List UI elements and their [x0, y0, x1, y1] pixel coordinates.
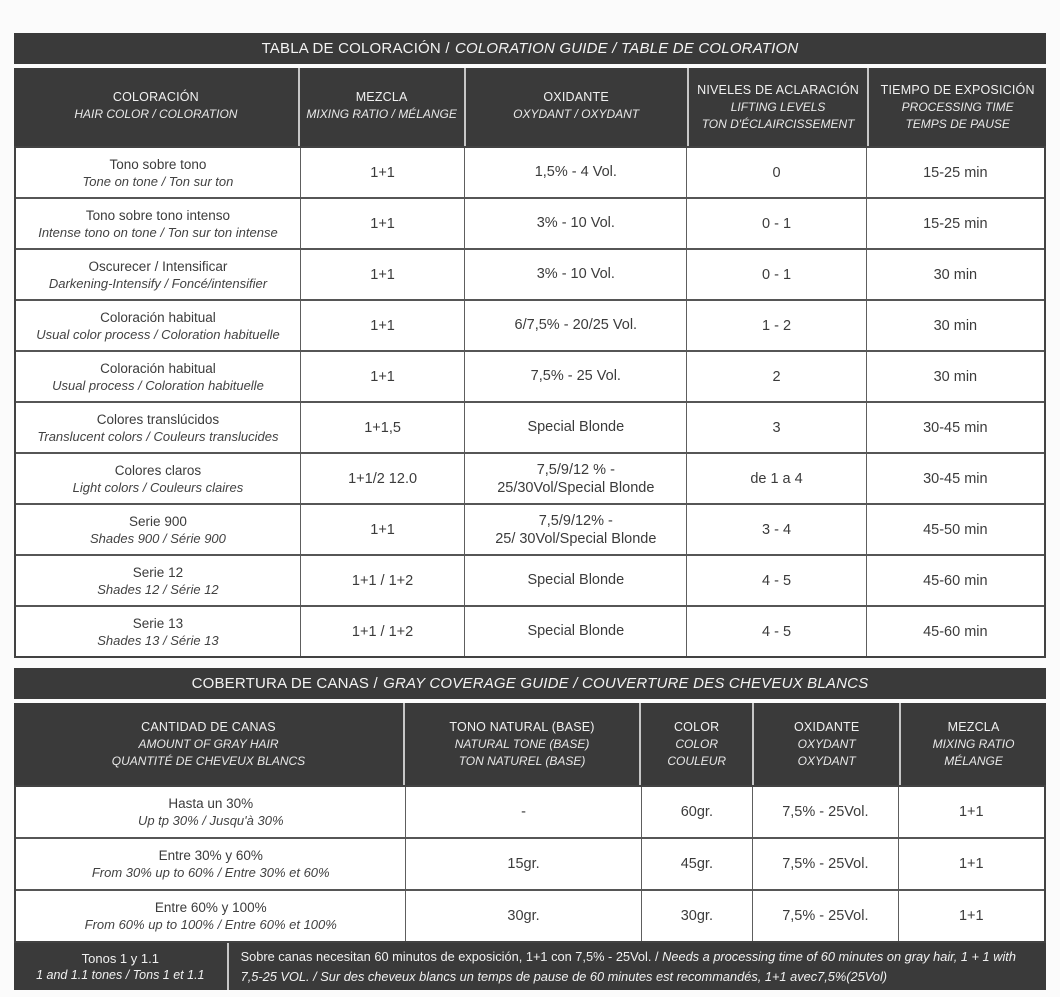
oxidant-cell: 3% - 10 Vol. — [465, 250, 687, 299]
coloration-table-title — [14, 33, 1046, 64]
oxidant-cell: 7,5% - 25 Vol. — [465, 352, 687, 401]
oxidant-cell: 1,5% - 4 Vol. — [465, 148, 687, 197]
column-header-oxidante: OXIDANTE OXYDANT / OXYDANT — [466, 68, 687, 146]
oxidant-cell: 3% - 10 Vol. — [465, 199, 687, 248]
mixing-ratio-cell: 1+1 — [301, 352, 465, 401]
lifting-levels-cell: 4 - 5 — [687, 607, 866, 656]
oxidant-cell: 7,5% - 25Vol. — [753, 787, 898, 837]
natural-tone-cell: - — [406, 787, 641, 837]
mixing-ratio-cell: 1+1 / 1+2 — [301, 556, 465, 605]
processing-time-cell: 45-60 min — [923, 623, 988, 640]
column-header-niveles-aclaracion: NIVELES DE ACLARACIÓN LIFTING LEVELS TON D'ÉCLAIRCISSEMENT — [689, 68, 868, 146]
natural-tone-cell: 30gr. — [406, 891, 641, 941]
color-grams-cell: 60gr. — [642, 787, 754, 837]
title-text-es: COBERTURA DE CANAS / — [191, 675, 378, 692]
mixing-ratio-cell: 1+1/2 12.0 — [301, 454, 465, 503]
table-row — [16, 352, 1044, 403]
mixing-ratio-cell: 1+1 — [958, 856, 984, 872]
table-row — [16, 787, 1044, 839]
lifting-levels-cell: 3 — [687, 403, 866, 452]
hair-color-cell: Tono sobre tono intenso Intense tono on tone / Ton sur ton intense — [16, 199, 301, 248]
footnote-tones-cell: Tonos 1 y 1.1 1 and 1.1 tones / Tons 1 et 1.1 — [14, 943, 227, 990]
table-row — [16, 403, 1044, 454]
title-text-es: TABLA DE COLORACIÓN / — [261, 40, 450, 57]
mixing-ratio-cell: 1+1 / 1+2 — [301, 607, 465, 656]
processing-time-cell: 30 min — [933, 317, 978, 334]
processing-time-cell: 15-25 min — [923, 215, 988, 232]
gray-table-body — [14, 785, 1046, 943]
processing-time-cell: 30-45 min — [923, 419, 988, 436]
table-row — [16, 148, 1044, 199]
footnote-row — [14, 943, 1046, 990]
column-header-mezcla: MEZCLA MIXING RATIO / MÉLANGE — [300, 68, 464, 146]
oxidant-cell: 7,5% - 25Vol. — [753, 891, 898, 941]
lifting-levels-cell: 3 - 4 — [687, 505, 866, 554]
mixing-ratio-cell: 1+1 — [958, 908, 984, 924]
processing-time-cell: 30-45 min — [923, 470, 988, 487]
hair-color-cell: Colores claros Light colors / Couleurs claires — [16, 454, 301, 503]
processing-time-cell: 15-25 min — [923, 164, 988, 181]
oxidant-cell: 7,5/9/12 % - 25/30Vol/Special Blonde — [465, 454, 687, 503]
color-grams-cell: 45gr. — [642, 839, 754, 889]
hair-color-cell: Serie 900 Shades 900 / Série 900 — [16, 505, 301, 554]
coloration-guide-table — [14, 33, 1046, 658]
hair-color-cell: Serie 12 Shades 12 / Série 12 — [16, 556, 301, 605]
hair-color-cell: Coloración habitual Usual color process / Coloration habituelle — [16, 301, 301, 350]
gray-coverage-table — [14, 668, 1046, 990]
title-text-en-fr: COLORATION GUIDE / TABLE DE COLORATION — [454, 40, 799, 57]
mixing-ratio-cell: 1+1 — [301, 301, 465, 350]
table-row — [16, 454, 1044, 505]
lifting-levels-cell: 0 — [687, 148, 866, 197]
table-row — [16, 891, 1044, 941]
mixing-ratio-cell: 1+1,5 — [301, 403, 465, 452]
column-header-color: COLOR COLOR COULEUR — [641, 703, 752, 785]
table-row — [16, 301, 1044, 352]
oxidant-cell: Special Blonde — [465, 403, 687, 452]
table-row — [16, 505, 1044, 556]
section-divider — [14, 658, 1046, 668]
gray-table-header — [14, 703, 1046, 785]
oxidant-cell: 7,5% - 25Vol. — [753, 839, 898, 889]
footnote-text: Sobre canas necesitan 60 minutos de exposición, 1+1 con 7,5% - 25Vol. / Needs a processing time of 60 minutes on gray hair, 1 + 1 with 7,5-25 VOL. / Sur des cheveux blancs un temps de pause de 60 minutes est recommandés, 1+1 avec7,5%(25Vol) — [240, 949, 1016, 984]
oxidant-cell: 7,5/9/12% - 25/ 30Vol/Special Blonde — [465, 505, 687, 554]
oxidant-cell: 6/7,5% - 20/25 Vol. — [465, 301, 687, 350]
coloration-table-body — [14, 146, 1046, 658]
natural-tone-cell: 15gr. — [406, 839, 641, 889]
lifting-levels-cell: 0 - 1 — [687, 199, 866, 248]
table-row — [16, 199, 1044, 250]
hair-color-cell: Serie 13 Shades 13 / Série 13 — [16, 607, 301, 656]
hair-color-cell: Colores translúcidos Translucent colors / Couleurs translucides — [16, 403, 301, 452]
mixing-ratio-cell: 1+1 — [301, 148, 465, 197]
mixing-ratio-cell: 1+1 — [958, 804, 984, 820]
gray-table-title — [14, 668, 1046, 699]
footnote-text-cell — [229, 943, 1046, 990]
mixing-ratio-cell: 1+1 — [301, 250, 465, 299]
table-row — [16, 250, 1044, 301]
processing-time-cell: 45-50 min — [923, 521, 988, 538]
processing-time-cell: 30 min — [933, 368, 978, 385]
color-grams-cell: 30gr. — [642, 891, 754, 941]
gray-amount-cell: Hasta un 30% Up tp 30% / Jusqu'à 30% — [16, 787, 406, 837]
lifting-levels-cell: 1 - 2 — [687, 301, 866, 350]
oxidant-cell: Special Blonde — [465, 556, 687, 605]
table-row — [16, 556, 1044, 607]
column-header-tiempo-exposicion: TIEMPO DE EXPOSICIÓN PROCESSING TIME TEMPS DE PAUSE — [869, 68, 1046, 146]
mixing-ratio-cell: 1+1 — [301, 505, 465, 554]
lifting-levels-cell: de 1 a 4 — [687, 454, 866, 503]
column-header-oxidante: OXIDANTE OXYDANT OXYDANT — [754, 703, 899, 785]
column-header-coloracion: COLORACIÓN HAIR COLOR / COLORATION — [14, 68, 298, 146]
mixing-ratio-cell: 1+1 — [301, 199, 465, 248]
coloration-table-header — [14, 68, 1046, 146]
column-header-tono-natural: TONO NATURAL (BASE) NATURAL TONE (BASE) TON NATUREL (BASE) — [405, 703, 639, 785]
gray-amount-cell: Entre 60% y 100% From 60% up to 100% / Entre 60% et 100% — [16, 891, 406, 941]
hair-color-cell: Tono sobre tono Tone on tone / Ton sur ton — [16, 148, 301, 197]
hair-color-cell: Oscurecer / Intensificar Darkening-Intensify / Foncé/intensifier — [16, 250, 301, 299]
processing-time-cell: 45-60 min — [923, 572, 988, 589]
lifting-levels-cell: 2 — [687, 352, 866, 401]
column-header-mezcla: MEZCLA MIXING RATIO MÉLANGE — [901, 703, 1046, 785]
table-row — [16, 607, 1044, 656]
gray-amount-cell: Entre 30% y 60% From 30% up to 60% / Entre 30% et 60% — [16, 839, 406, 889]
title-text-en-fr: GRAY COVERAGE GUIDE / COUVERTURE DES CHEVEUX BLANCS — [383, 675, 869, 692]
hair-color-cell: Coloración habitual Usual process / Coloration habituelle — [16, 352, 301, 401]
table-row — [16, 839, 1044, 891]
lifting-levels-cell: 0 - 1 — [687, 250, 866, 299]
column-header-cantidad-canas: CANTIDAD DE CANAS AMOUNT OF GRAY HAIR QUANTITÉ DE CHEVEUX BLANCS — [14, 703, 403, 785]
processing-time-cell: 30 min — [933, 266, 978, 283]
oxidant-cell: Special Blonde — [465, 607, 687, 656]
lifting-levels-cell: 4 - 5 — [687, 556, 866, 605]
